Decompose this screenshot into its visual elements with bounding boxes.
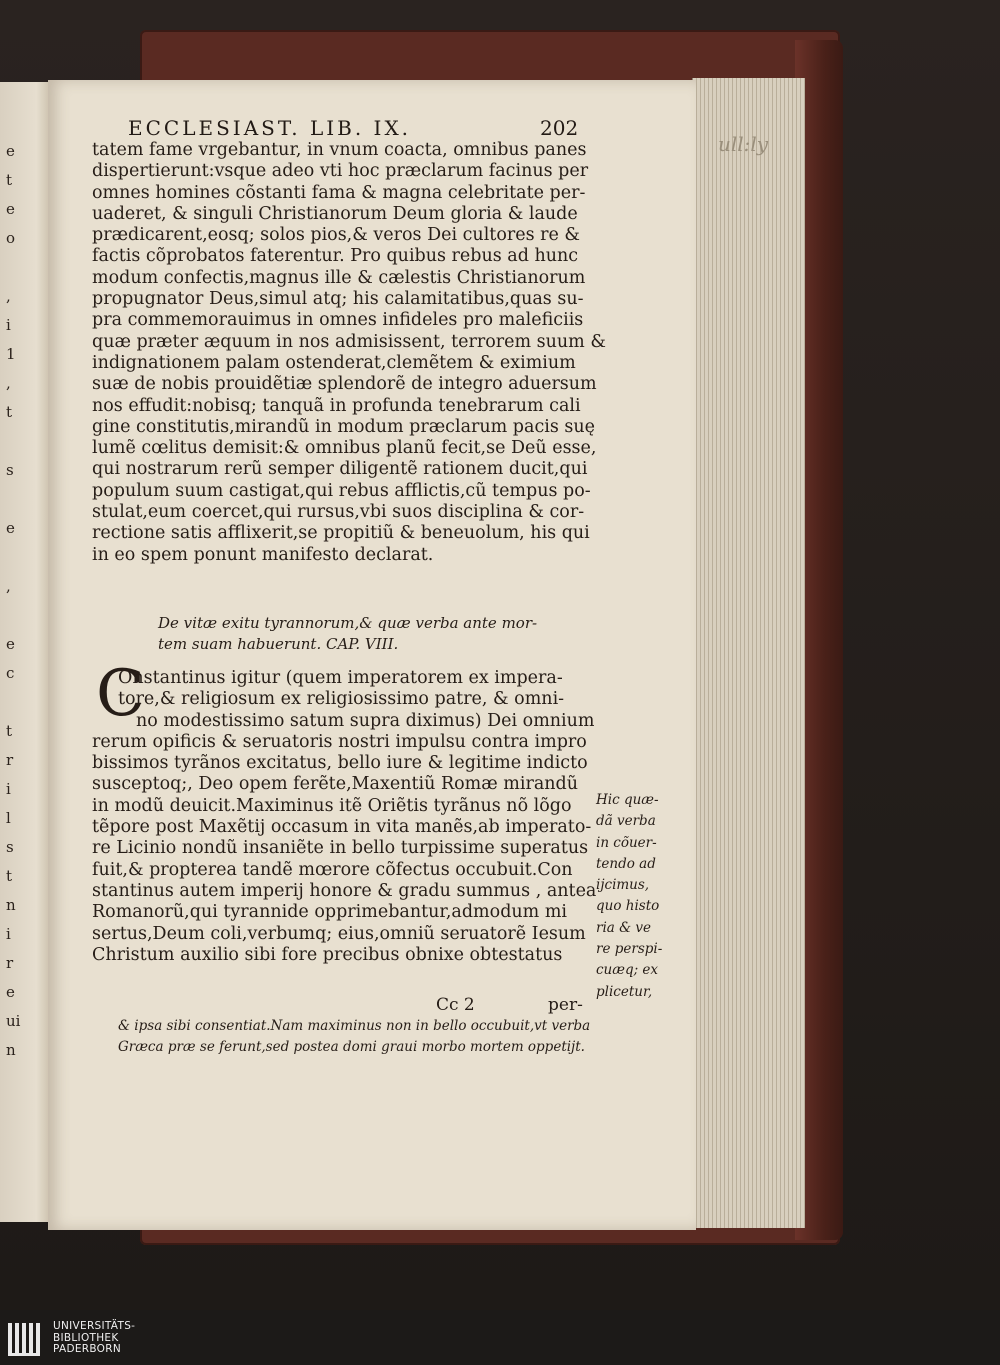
chapter-title-line: tem suam habuerunt. CAP. VIII. [158, 635, 399, 653]
left-page-char: e [6, 142, 15, 160]
text-line: Christum auxilio sibi fore precibus obnixe obtestatus [92, 944, 563, 965]
text-line: re Licinio nondũ insaniẽte in bello turpissime superatus [92, 838, 589, 859]
margin-note-line: in cõuer- [596, 834, 657, 851]
footnote-line: & ipsa sibi consentiat.Nam maximinus non in bello occubuit,vt verba [118, 1018, 591, 1034]
left-page-fragment [0, 82, 52, 1222]
left-page-char: e [6, 635, 15, 653]
text-line: qui nostrarum rerũ semper diligentẽ rationem ducit,qui [92, 459, 588, 480]
text-line: quæ præter æquum in nos admisissent, terrorem suum & [92, 331, 606, 352]
left-page-char: t [6, 867, 13, 885]
margin-note-line: cuæq; ex [596, 962, 659, 979]
catchword: per- [548, 995, 583, 1015]
text-line: tatem fame vrgebantur, in vnum coacta, omnibus panes [92, 140, 587, 160]
signature-mark: Cc 2 [436, 995, 475, 1015]
text-line: populum suum castigat,qui rebus afflictis,cũ tempus po- [92, 480, 591, 501]
margin-note-line: re perspi- [596, 941, 663, 958]
text-line: Romanorũ,qui tyrannide opprimebantur,admodum mi [92, 902, 568, 923]
text-line: no modestissimo satum supra diximus) Dei omnium [136, 710, 595, 731]
margin-note-line: ijcimus, [596, 877, 650, 894]
page-fore-edge [692, 78, 805, 1228]
left-page-char: i [6, 925, 11, 943]
left-page-char: s [6, 838, 14, 856]
left-page-char: n [6, 1041, 16, 1059]
left-page-char: r [6, 751, 14, 769]
body-text [92, 140, 606, 566]
left-page-char: , [6, 287, 11, 305]
text-line: lumẽ cœlitus demisit:& omnibus planũ fecit,se Deũ esse, [92, 438, 597, 459]
footnote [118, 1016, 678, 1058]
text-line: modum confectis,magnus ille & cælestis Christianorum [92, 267, 586, 288]
stamp-mark: ull:ly [718, 132, 769, 156]
folio-number: 202 [540, 116, 579, 140]
left-page-char: n [6, 896, 16, 914]
text-line: gine constitutis,mirandũ in modum præclarum pacis suę [92, 416, 595, 437]
left-page-char: s [6, 461, 14, 479]
library-name-line: BIBLIOTHEK [53, 1331, 119, 1344]
left-page-char: e [6, 519, 15, 537]
left-page-char: r [6, 954, 14, 972]
text-line: tore,& religiosum ex religiosissimo patre, & omni- [118, 689, 565, 710]
margin-note-line: Hic quæ- [596, 792, 659, 808]
text-line: indignationem palam ostenderat,clemẽtem & eximium [92, 352, 576, 373]
text-line: in eo spem ponunt manifesto declarat. [92, 544, 434, 565]
text-line: tẽpore post Maxẽtij occasum in vita manẽs,ab imperato- [92, 817, 592, 838]
left-page-char: e [6, 200, 15, 218]
left-page-char: , [6, 374, 11, 392]
chapter-title [158, 613, 578, 655]
left-page-char: 1 [6, 345, 16, 363]
chapter-text [92, 668, 597, 966]
text-line: susceptoq;, Deo opem ferẽte,Maxentiũ Romæ mirandũ [92, 774, 578, 795]
margin-note-line: dã verba [596, 813, 656, 830]
library-name [53, 1321, 135, 1356]
left-page-char: t [6, 722, 13, 740]
text-line: Onstantinus igitur (quem imperatorem ex impera- [118, 668, 563, 688]
text-line: propugnator Deus,simul atq; his calamitatibus,quas su- [92, 289, 584, 310]
drop-initial: C [96, 657, 145, 731]
margin-note-line: ria & ve [596, 919, 652, 936]
left-page-char: t [6, 171, 13, 189]
text-line: factis cõprobatos faterentur. Pro quibus rebus ad hunc [92, 246, 579, 267]
text-line: nos effudit:nobisq; tanquã in profunda tenebrarum cali [92, 395, 581, 416]
margin-note-line: plicetur, [596, 983, 653, 1000]
left-page-char: ui [6, 1012, 21, 1030]
text-line: rerum opificis & seruatoris nostri impulsu contra impro [92, 731, 587, 752]
text-line: suæ de nobis prouidẽtiæ splendorẽ de integro aduersum [92, 374, 597, 395]
footer-bar [0, 1310, 1000, 1365]
footnote-line: Græca præ se ferunt,sed postea domi graui morbo mortem oppetijt. [118, 1039, 585, 1055]
text-line: fuit,& propterea tandẽ mœrore cõfectus occubuit.Con [92, 859, 573, 880]
running-head: ECCLESIAST. LIB. IX. [128, 116, 412, 140]
text-line: sertus,Deum coli,verbumq; eius,omniũ seruatorẽ Iesum [92, 923, 586, 944]
left-page-char: i [6, 316, 11, 334]
text-line: omnes homines cõstanti fama & magna celebritate per- [92, 182, 586, 203]
left-page-char: t [6, 403, 13, 421]
text-line: pra commemorauimus in omnes infideles pro maleficiis [92, 310, 584, 331]
text-line: in modũ deuicit.Maximinus itẽ Oriẽtis tyrãnus nõ lõgo [92, 795, 572, 816]
left-page-char: c [6, 664, 15, 682]
text-line: dispertierunt:vsque adeo vti hoc præclarum facinus per [92, 161, 589, 182]
text-line: rectione satis afflixerit,se propitiũ & beneuolum, his qui [92, 523, 590, 544]
library-name-line: PADERBORN [53, 1343, 121, 1355]
chapter-title-line: De vitæ exitu tyrannorum,& quæ verba ante mor- [158, 614, 538, 632]
library-logo-icon [5, 1319, 45, 1359]
margin-note [596, 790, 706, 1003]
left-page-char: , [6, 577, 11, 595]
left-page-char: e [6, 983, 15, 1001]
left-page-char: i [6, 780, 11, 798]
text-line: prædicarent,eosq; solos pios,& veros Dei cultores re & [92, 225, 580, 246]
margin-note-line: quo histo [596, 898, 660, 915]
left-page-char: o [6, 229, 16, 247]
margin-note-line: tendo ad [596, 855, 656, 872]
text-line: uaderet, & singuli Christianorum Deum gloria & laude [92, 203, 578, 224]
library-name-line: UNIVERSITÄTS- [53, 1320, 136, 1332]
text-line: bissimos tyrãnos excitatus, bello iure & legitime indicto [92, 753, 588, 774]
text-line: stulat,eum coercet,qui rursus,vbi suos disciplina & cor- [92, 502, 585, 523]
text-line: stantinus autem imperij honore & gradu summus , antea [92, 880, 597, 901]
left-page-char: l [6, 809, 11, 827]
